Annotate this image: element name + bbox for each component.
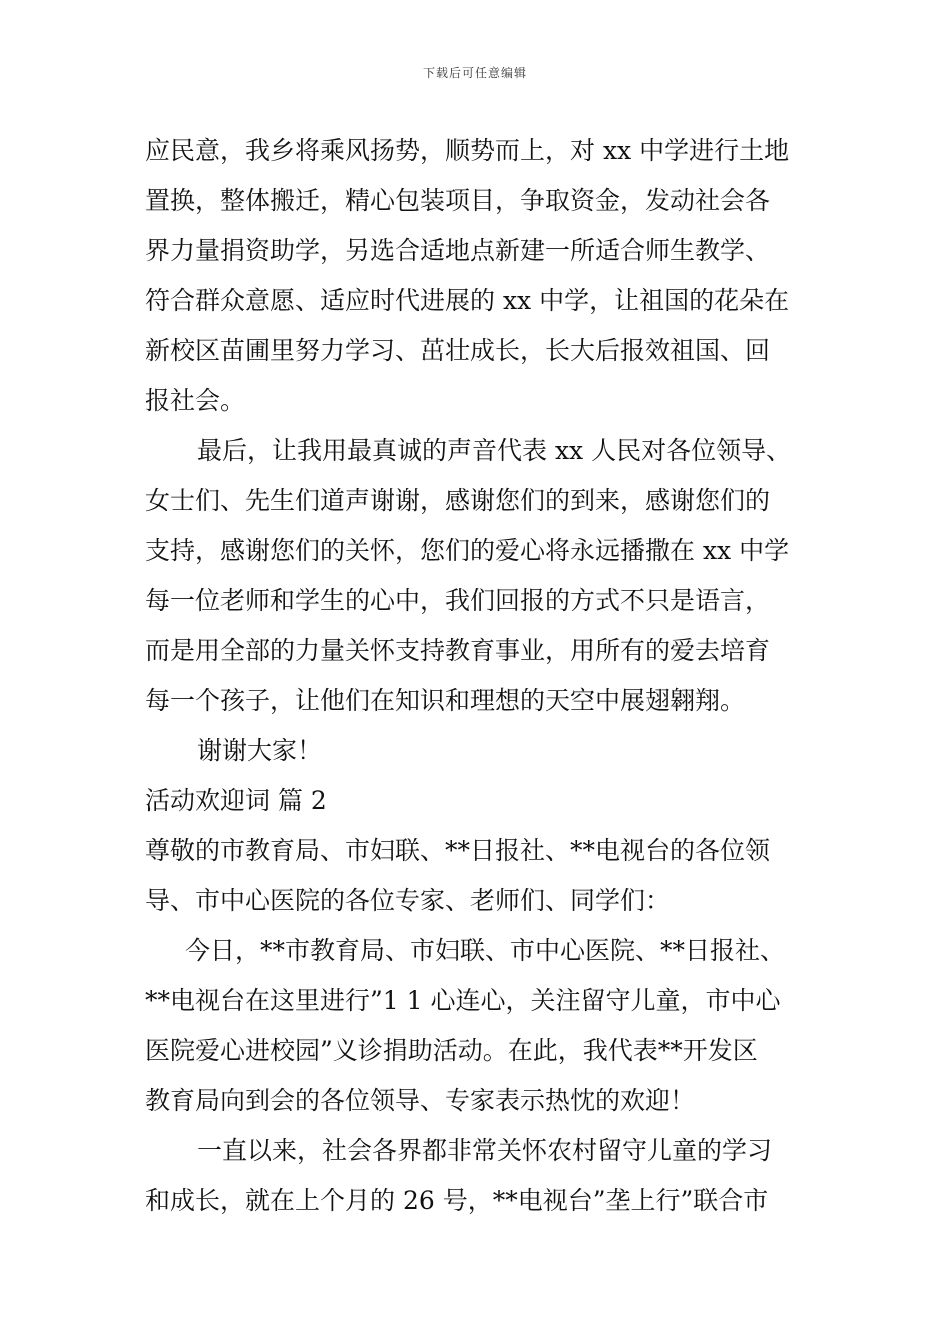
text-line: 女士们、先生们道声谢谢，感谢您们的到来，感谢您们的 bbox=[145, 486, 771, 515]
text-line: **电视台在这里进行”1 1 心连心，关注留守儿童，市中心 bbox=[145, 986, 781, 1015]
text-line: 医院爱心进校园”义诊捐助活动。在此，我代表**开发区 bbox=[145, 1036, 758, 1065]
text-line: 尊敬的市教育局、市妇联、**日报社、**电视台的各位领 bbox=[145, 836, 771, 865]
text-line: 教育局向到会的各位领导、专家表示热忱的欢迎！ bbox=[145, 1086, 696, 1115]
text-line: 支持，感谢您们的关怀，您们的爱心将永远播撒在 xx 中学 bbox=[145, 536, 790, 565]
text-line: 一直以来，社会各界都非常关怀农村留守儿童的学习 bbox=[197, 1136, 773, 1165]
text-line: 导、市中心医院的各位专家、老师们、同学们： bbox=[145, 886, 671, 915]
text-line: 新校区苗圃里努力学习、茁壮成长，长大后报效祖国、回 bbox=[145, 336, 771, 365]
text-line: 今日，**市教育局、市妇联、市中心医院、**日报社、 bbox=[185, 936, 786, 965]
text-line: 和成长，就在上个月的 26 号，**电视台”垄上行”联合市 bbox=[145, 1186, 769, 1215]
text-line: 符合群众意愿、适应时代进展的 xx 中学，让祖国的花朵在 bbox=[145, 286, 790, 315]
text-line: 谢谢大家！ bbox=[197, 736, 323, 765]
text-line: 置换，整体搬迁，精心包装项目，争取资金，发动社会各 bbox=[145, 186, 771, 215]
text-line: 每一个孩子，让他们在知识和理想的天空中展翅翱翔。 bbox=[145, 686, 746, 715]
document-body bbox=[145, 126, 825, 1226]
text-line: 报社会。 bbox=[145, 386, 246, 415]
text-line: 应民意，我乡将乘风扬势，顺势而上，对 xx 中学进行土地 bbox=[145, 136, 790, 165]
text-line: 每一位老师和学生的心中，我们回报的方式不只是语言， bbox=[145, 586, 771, 615]
text-line: 界力量捐资助学，另选合适地点新建一所适合师生教学、 bbox=[145, 236, 771, 265]
text-line: 活动欢迎词 篇 2 bbox=[145, 786, 327, 815]
text-line: 而是用全部的力量关怀支持教育事业，用所有的爱去培育 bbox=[145, 636, 771, 665]
page-header: 下载后可任意编辑 bbox=[422, 66, 527, 80]
text-line: 最后，让我用最真诚的声音代表 xx 人民对各位领导、 bbox=[197, 436, 792, 465]
